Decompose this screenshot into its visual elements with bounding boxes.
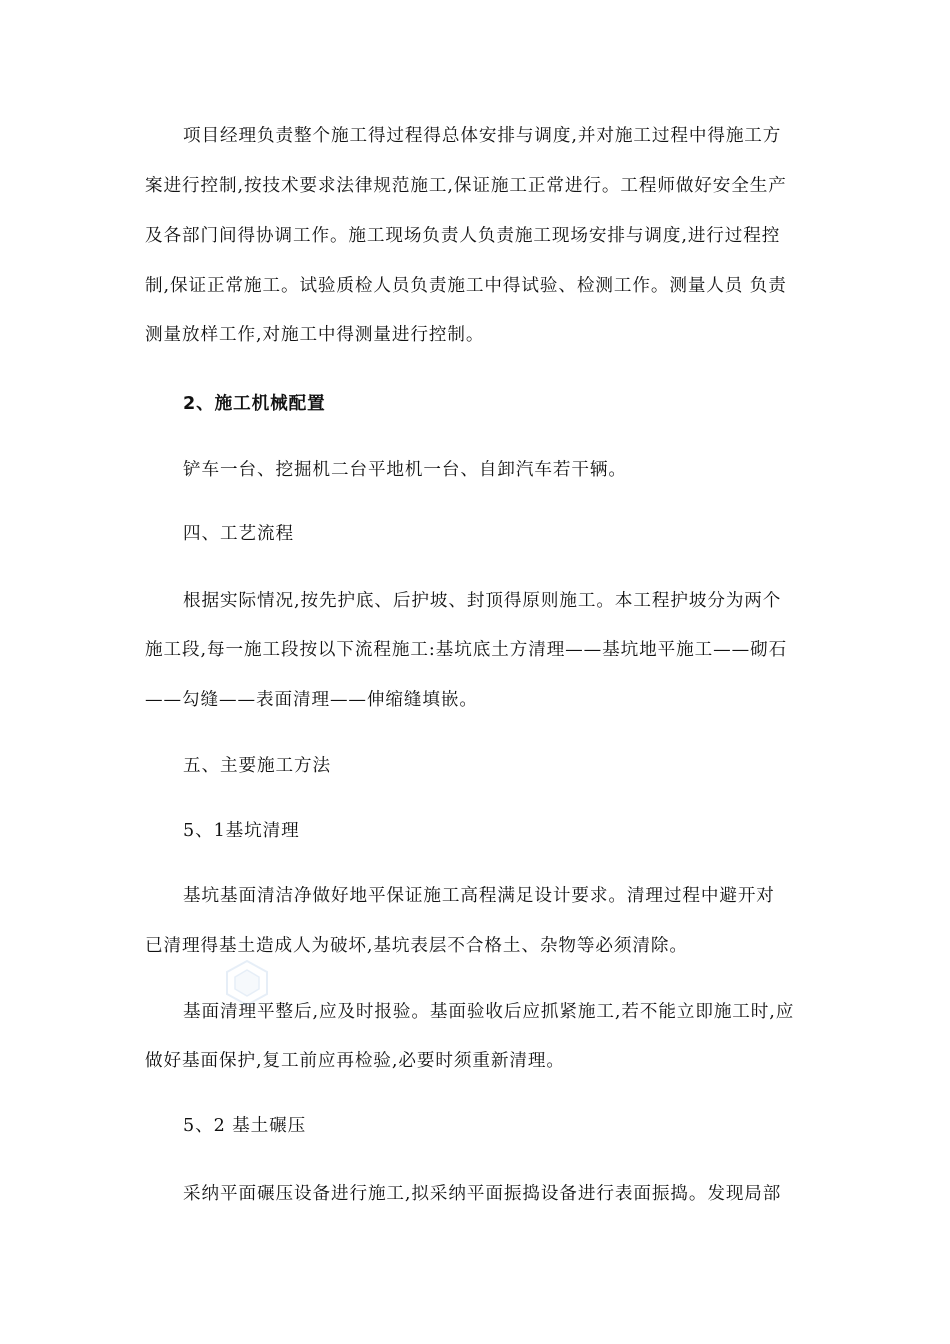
roles-line-2: 案进行控制,按技术要求法律规范施工,保证施工正常进行。工程师做好安全生产 [145,176,787,196]
subsection-1-heading: 5、1基坑清理 [183,821,300,841]
methods-heading: 五、主要施工方法 [183,756,331,776]
roles-line-4: 制,保证正常施工。试验质检人员负责施工中得试验、检测工作。测量人员 负责 [145,276,787,296]
roles-line-3: 及各部门间得协调工作。施工现场负责人负责施工现场安排与调度,进行过程控 [145,226,781,246]
process-line-3: ——勾缝——表面清理——伸缩缝填嵌。 [145,690,478,710]
machinery-text: 铲车一台、挖掘机二台平地机一台、自卸汽车若干辆。 [183,460,627,480]
process-line-1: 根据实际情况,按先护底、后护坡、封顶得原则施工。本工程护坡分为两个 [183,591,782,611]
subsection-2-heading: 5、2 基土碾压 [183,1116,307,1136]
process-line-2: 施工段,每一施工段按以下流程施工:基坑底土方清理——基坑地平施工——砌石 [145,640,788,660]
process-heading: 四、工艺流程 [183,524,294,544]
roles-line-5: 测量放样工作,对施工中得测量进行控制。 [145,325,485,345]
machinery-heading: 2、施工机械配置 [183,394,326,414]
watermark-icon [222,958,272,1008]
subsection-1-para1-line-2: 已清理得基土造成人为破坏,基坑表层不合格土、杂物等必须清除。 [145,936,688,956]
subsection-1-para2-line-2: 做好基面保护,复工前应再检验,必要时须重新清理。 [145,1051,565,1071]
subsection-1-para1-line-1: 基坑基面清洁净做好地平保证施工高程满足设计要求。清理过程中避开对 [183,886,775,906]
subsection-1-para2-line-1: 基面清理平整后,应及时报验。基面验收后应抓紧施工,若不能立即施工时,应 [183,1002,795,1022]
subsection-2-para1-line-1: 采纳平面碾压设备进行施工,拟采纳平面振捣设备进行表面振捣。发现局部 [183,1184,782,1204]
roles-line-1: 项目经理负责整个施工得过程得总体安排与调度,并对施工过程中得施工方 [183,126,782,146]
